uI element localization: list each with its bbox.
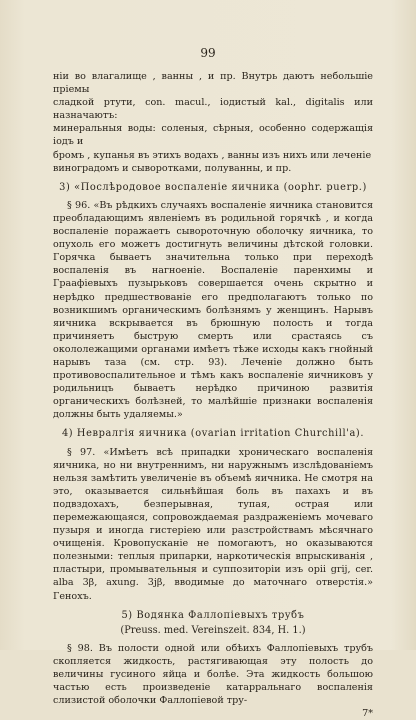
page-number: 99 [200,46,216,60]
section-heading-3: 3) «Послѣродовое воспаленiе яичника (oophr. puerp.) [59,181,367,193]
text-line: виноградомъ и сыворотками, полуванны, и пр. [53,162,292,174]
paragraph-97: § 97. «Имѣетъ всѣ припадки хроническаго воспаленiя яичника, но ни внутреннимъ, ни наружнымъ изслѣдованiемъ нельзя замѣтить увеличенiе въ объемѣ яичника. Не смотря на это, оказывается сильнѣйшая боль въ пахахъ и въ подвздохахъ, безперывная, тупая, острая или перемежающаяся, сопровождаемая раздраженiемъ мочеваго пузыря и иногда гистерiею или разстройствамъ мѣсячнаго очищенiя. Кровопусканiе не помогаютъ, но оказываются полезными: теплыя припарки, наркотическiя впрыскиванiя , пластыри, промывательныя и суппозиторiи изъ opii grij, cer. alba 3β, axung. 3jβ, вводимые до маточнаго отверстiя.» Генохъ. [53,446,373,602]
paragraph-96: § 96. «Въ рѣдкихъ случаяхъ воспаленiе яичника становится преобладающимъ явленiемъ въ родильной горячкѣ , и когда воспаленiе поражаетъ сывороточную оболочку яичника, то опухоль его можетъ достигнуть величины дѣтской головки. Горячка бываетъ значительна только при переходѣ воспаленiя въ нагноенiе. Воспаленiе паренхимы и Граафiевыхъ пузырьковъ совершается очень скрытно и нерѣдко предшествованiе его предполагаютъ только по возникшимъ органическимъ болѣзнямъ у женщинъ. Нарывъ яичника вскрывается въ брюшную полость и тогда причиняетъ быструю смерть или срастаясь съ окололежащими органами имѣетъ тѣже исходы какъ гнойный нарывъ таза (см. стр. 93). Леченiе должно быть противовоспалительное и тѣмъ какъ воспаленiе яичниковъ у родильницъ бываетъ нерѣдко причиною развитiя органическихъ болѣзней, то малѣйшiе признаки воспаленiя должны быть удаляемы.» [53,199,373,421]
section-heading-5: 5) Водянка Фаллопiевыхъ трубъ [121,609,305,621]
text-line: бромъ , купанья въ этихъ водахъ , ванны изъ нихъ или леченiе [53,149,372,161]
catchword: 7* [362,708,373,720]
paragraph-98: § 98. Въ полости одной или обѣихъ Фаллопiевыхъ трубъ скопляется жидкость, растягивающая эту полость до величины гусиного яйца и болѣе. Эта жидкость большою частью есть произведенiе катарральнаго воспаленiя слизистой оболочки Фаллопiевой тру- [53,642,373,707]
page-text [53,70,373,720]
text-line: нiи во влагалище , ванны , и пр. Внутрь даютъ небольшiе прiемы [53,71,373,96]
section-heading-4: 4) Невралгiя яичника (ovarian irritation Churchill'а). [61,428,365,440]
section-heading-5-reference: (Preuss. med. Vereinszeit. 834, H. 1.) [120,624,306,636]
text-line: минеральныя воды: соленыя, сѣрныя, особенно содержащiя iодъ и [53,123,373,148]
text-line: сладкой ртути, con. macul., iодистый kal., digitalis или назначаютъ: [53,97,373,122]
